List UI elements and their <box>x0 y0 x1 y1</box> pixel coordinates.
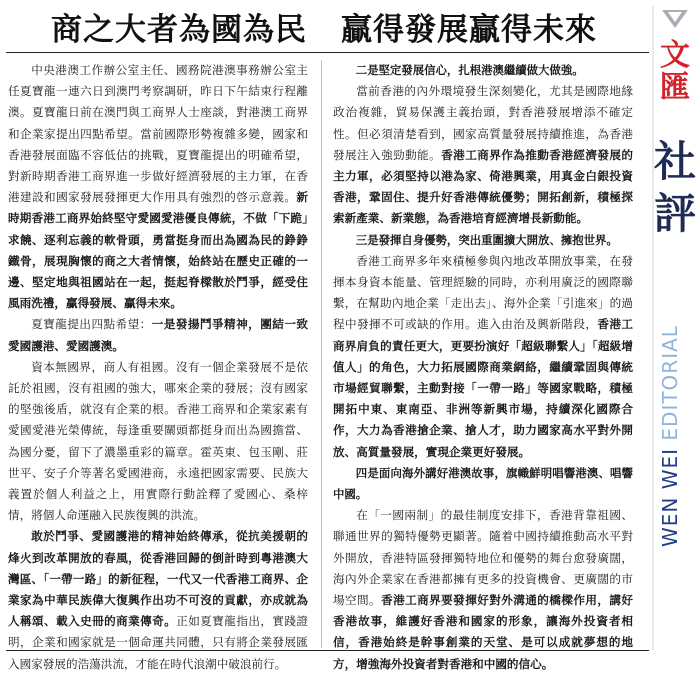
column-divider <box>321 60 322 648</box>
paragraph-point-one: 夏寶龍提出四點希望：一是發揚鬥爭精神，團結一致愛國護港、愛國護澳。 <box>8 317 308 353</box>
subheading-point-two: 二是堅定發展信心，扎根港澳繼續做大做強。 <box>355 63 584 77</box>
paragraph-legacy: 敢於鬥爭、愛國護港的精神始終傳承，從抗美援朝的烽火到改革開放的春風，從香港回歸的倒計時到粵港澳大灣區、「一帶一路」的新征程，一代又一代香港工商界、企業家為中華民族偉大復興作出功不可沒的貢獻，亦成就為人稱頌、載入史冊的商業傳奇。正如夏寶龍指出，實踐證明，企業和國家就是一個命運共同體，只有將企業發展匯入國家發展的浩蕩洪流，才能在時代浪潮中破浪前行。 <box>8 529 308 671</box>
paragraph-confidence: 當前香港的內外環境發生深刻變化，尤其是國際地緣政治複雜，貿易保護主義抬頭，對香港發展增添不確定性。但必須清楚看到，國家高質量發展持續推進，為香港發展注入強勁動能。香港工商界作為推動香港經濟發展的主力軍，必須堅持以港為家、倚港興業，用真金白銀投資香港，鞏固住、提升好香港傳統優勢；開拓創新，積極探索新產業、新業態，為香港培育經濟增長新動能。 <box>333 84 633 226</box>
paragraph-story: 在「一國兩制」的最佳制度安排下，香港背靠祖國、聯通世界的獨特優勢更顯著。隨着中國持續推動高水平對外開放，香港特區發揮獨特地位和優勢的舞台愈發廣闊，海內外企業家在香港都擁有更多的投資機會、更廣闊的市場空間。香港工商界要發揮好對外溝通的橋樑作用，講好香港故事，維護好香港和國家的形象，讓海外投資者相信，香港始終是幹事創業的天堂、是可以成就夢想的地方，增強海外投資者對香港和中國的信心。 <box>333 508 633 671</box>
label-editorial: EDITORIAL <box>658 325 682 441</box>
paragraph-openness: 香港工商界多年來積極參與內地改革開放事業，在發揮本身資本能量、管理經驗的同時，亦利用廣泛的國際聯繫，在幫助內地企業「走出去」、海外企業「引進來」的過程中發揮不可或缺的作用。進入由治及興新階段，香港工商界肩負的責任更大，更要扮演好「超級聯繫人」「超級增值人」的角色，大力拓展國際商業網絡，繼續鞏固與傳統市場經貿聯繫，主動對接「一帶一路」等國家戰略，積極開拓中東、東南亞、非洲等新興市場，持續深化國際合作，大力為香港搶企業、搶人才，助力國家高水平對外開放、高質量發展，實現企業更好發展。 <box>333 253 633 459</box>
label-wen-wei: WEN WEI <box>658 447 682 547</box>
paragraph-intro: 中央港澳工作辦公室主任、國務院港澳事務辦公室主任夏寶龍一連六日到澳門考察調研，昨日下午結束行程離澳。夏寶龍日前在澳門與工商界人士座談，對港澳工商界和企業家提出四點希望。當前國際形勢複雜多變，國家和香港發展面臨不容低估的挑戰，夏寶龍提出的明確希望，對新時期香港工商界進一步做好經濟發展的主力軍，在香港建設和國家發展發揮更大作用具有強烈的啓示意義。新時期香港工商界始終堅守愛國愛港優良傳統，不做「下跪」求饒、逐利忘義的軟骨頭，勇當挺身而出為國為民的錚錚鐵骨，展現胸懷的商之大者情懷，始終站在歷史正確的一邊、堅定地與祖國站在一起，挺起脊樑散於鬥爭，經受住風雨洗禮，贏得發展、贏得未來。 <box>8 63 308 311</box>
editorial-headline <box>0 4 648 49</box>
right-column <box>333 60 633 671</box>
section-char: 社 <box>653 137 696 186</box>
footer-rule <box>6 650 649 651</box>
logo-char: 匯 <box>660 70 690 105</box>
editorial-masthead <box>652 6 698 650</box>
headline-part-2: 贏得發展贏得未來 <box>341 12 597 48</box>
paragraph-capital: 資本無國界，商人有祖國。沒有一個企業發展不是依託於祖國，沒有祖國的強大，哪來企業的發展；沒有國家的堅強後盾，就沒有企業的根。香港工商界和企業家素有愛國愛港光榮傳統，每逢重要關頭都挺身而出為國擔當、為國分憂，留下了濃墨重彩的篇章。霍英東、包玉剛、莊世平、安子介等著名愛國港商，永遠把國家需要、民族大義置於個人利益之上，用實際行動詮釋了愛國心、桑梓情，將個人命運融入民族復興的洪流。 <box>8 359 308 523</box>
english-section-label <box>658 256 692 616</box>
section-char: 評 <box>653 189 696 238</box>
left-column <box>8 60 308 671</box>
editorial-section-title <box>652 136 698 240</box>
chevron-down-icon <box>660 8 690 30</box>
subheading-point-four: 四是面向海外講好港澳故事，旗幟鮮明唱響港澳、唱響中國。 <box>333 465 633 502</box>
headline-rule <box>6 52 649 53</box>
headline-part-1: 商之大者為國為民 <box>51 12 307 48</box>
masthead-edge <box>652 6 654 650</box>
subheading-point-three: 三是發揮自身優勢，突出重圍擴大開放、擁抱世界。 <box>355 232 618 247</box>
wen-wei-logo <box>656 40 694 104</box>
logo-char: 文 <box>660 38 690 73</box>
